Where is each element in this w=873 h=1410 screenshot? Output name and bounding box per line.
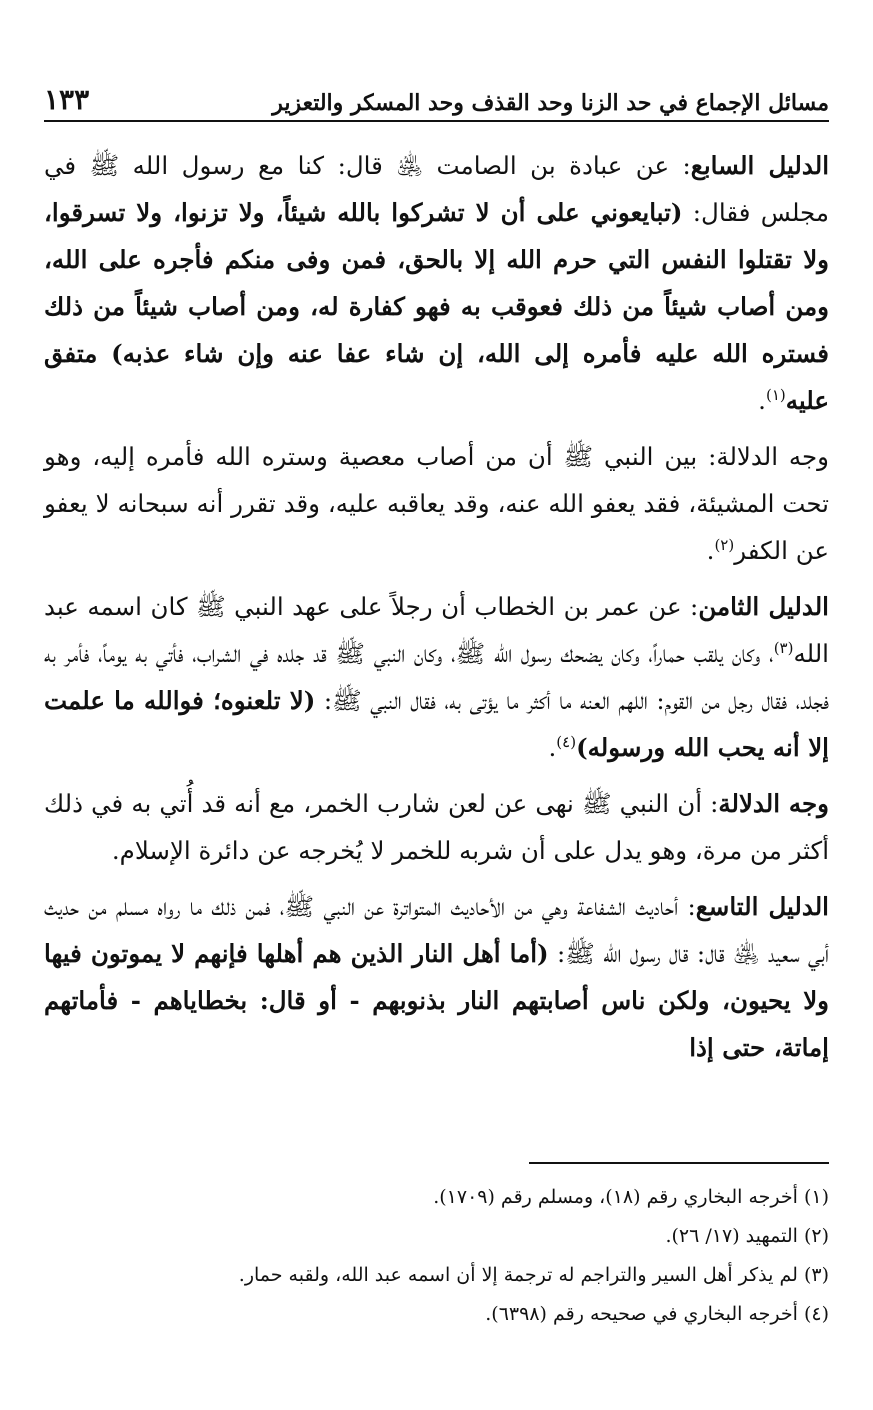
paragraph-inference-2	[44, 780, 829, 874]
paragraph-text: : عن عبادة بن الصامت ﵁ قال: كنا مع رسول الله ﷺ في مجلس فقال:	[44, 151, 829, 227]
paragraph-label: وجه الدلالة	[718, 789, 829, 818]
paragraph-inference-1	[44, 433, 829, 574]
page-header	[44, 72, 829, 116]
footnote-ref: (٤)	[556, 732, 577, 751]
paragraph-label: الدليل السابع	[690, 151, 830, 180]
paragraph-seventh-evidence	[44, 142, 829, 424]
footnotes	[44, 1180, 829, 1336]
paragraph-text: ، وكان يلقب حماراً، وكان يضحك رسول الله ﷺ، وكان النبي ﷺ قد جلده في الشراب، فأتي به يوماً، فأمر به فجلد، فقال رجل من القوم: اللهم العنه ما أكثر ما يؤتى به، فقال النبي ﷺ:	[44, 639, 830, 715]
footnote-2: (٢) التمهيد (١٧/ ٢٦).	[665, 1225, 829, 1247]
hadith-quote: (أما أهل النار الذين هم أهلها فإنهم لا يموتون فيها ولا يحيون، ولكن ناس أصابتهم النار بذنوبهم - أو قال: بخطاياهم - فأماتهم إماتة، حتى إذا	[44, 939, 829, 1062]
paragraph-text: : أحاديث الشفاعة وهي من الأحاديث المتواترة عن النبي ﷺ، فمن ذلك ما رواه مسلم من حديث أبي سعيد ﵁ قال: قال رسول الله ﷺ:	[44, 892, 830, 968]
paragraph-text: : بين النبي ﷺ أن من أصاب معصية وستره الله فأمره إليه، وهو تحت المشيئة، فقد يعفو الله عنه، وقد يعاقبه عليه، وقد تقرر أنه سبحانه لا يعفو عن الكفر	[44, 442, 829, 565]
header-rule	[44, 120, 829, 122]
hadith-quote: (تبايعوني على أن لا تشركوا بالله شيئاً، ولا تزنوا، ولا تسرقوا، ولا تقتلوا النفس التي حرم الله إلا بالحق، فمن وفى منكم فأجره على الله، ومن أصاب شيئاً من ذلك فعوقب به فهو كفارة له، ومن أصاب شيئاً من ذلك فستره الله عليه فأمره إلى الله، إن شاء عفا عنه وإن شاء عذبه) متفق عليه	[44, 198, 829, 415]
paragraph-ninth-evidence	[44, 883, 829, 1071]
footnote-ref: (٣)	[773, 638, 794, 657]
paragraph-end: .	[706, 536, 715, 565]
footnote-ref: (٢)	[714, 535, 735, 554]
footnote-4: (٤) أخرجه البخاري في صحيحه رقم (٦٣٩٨).	[485, 1303, 829, 1325]
paragraph-text: : عن عمر بن الخطاب أن رجلاً على عهد النبي ﷺ كان اسمه عبد الله	[44, 592, 829, 668]
paragraph-text: : أن النبي ﷺ نهى عن لعن شارب الخمر، مع أنه قد أُتي به في ذلك أكثر من مرة، وهو يدل على أن شربه للخمر لا يُخرجه عن دائرة الإسلام.	[44, 789, 829, 865]
paragraph-label: الدليل الثامن	[698, 592, 829, 621]
page-number: ١٣٣	[44, 83, 90, 116]
footnote-3: (٣) لم يذكر أهل السير والتراجم له ترجمة إلا أن اسمه عبد الله، ولقبه حمار.	[238, 1264, 829, 1286]
running-title: مسائل الإجماع في حد الزنا وحد القذف وحد المسكر والتعزير	[272, 90, 829, 116]
footnote-ref: (١)	[765, 385, 786, 404]
paragraph-label: الدليل التاسع	[695, 892, 829, 921]
hadith-quote: (لا تلعنوه؛ فوالله ما علمت إلا أنه يحب الله ورسوله)	[44, 686, 829, 762]
paragraph-eighth-evidence	[44, 583, 829, 771]
paragraph-end: .	[548, 733, 557, 762]
paragraph-label: وجه الدلالة	[716, 442, 830, 471]
paragraph-end: .	[758, 386, 766, 415]
footnote-rule	[529, 1162, 829, 1164]
footnote-1: (١) أخرجه البخاري رقم (١٨)، ومسلم رقم (١٧٠٩).	[433, 1186, 829, 1208]
main-text	[44, 142, 829, 1080]
